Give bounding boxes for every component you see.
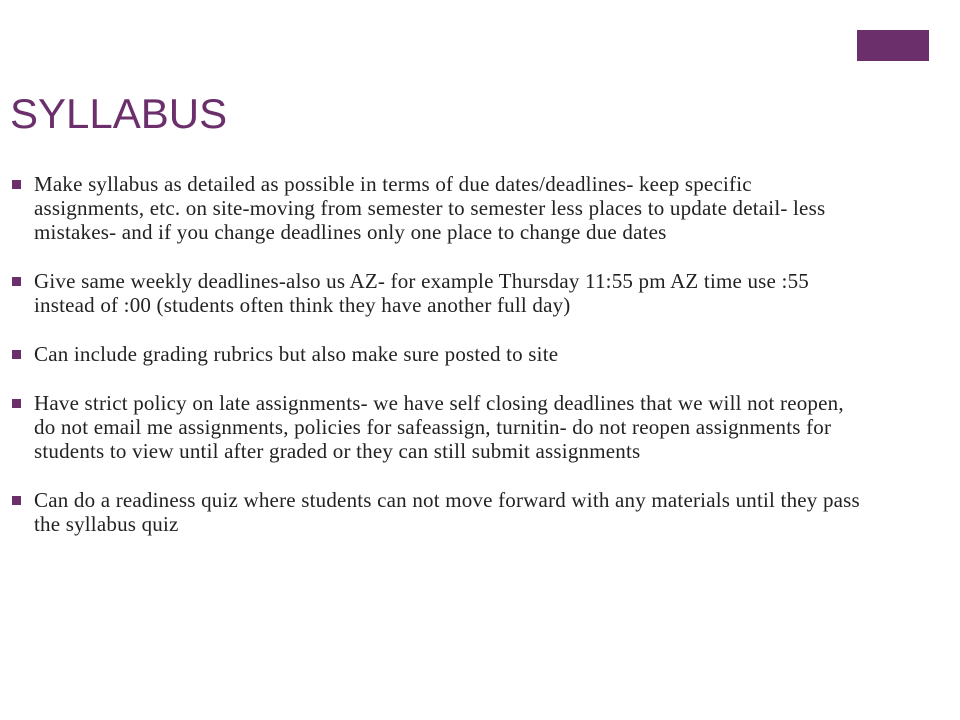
corner-accent-box [857, 30, 929, 61]
slide-title: SYLLABUS [10, 90, 228, 137]
square-bullet-icon [12, 496, 21, 505]
bullet-text: Make syllabus as detailed as possible in terms of due dates/deadlines- keep specific assignments, etc. on site-moving from semester to semester less places to update detail- less mistakes- and if you change deadlines only one place to change due dates [34, 172, 826, 244]
bullet-item [12, 391, 862, 463]
bullet-item [12, 269, 862, 317]
bullet-list [12, 172, 862, 561]
bullet-text: Have strict policy on late assignments- we have self closing deadlines that we will not reopen, do not email me assignments, policies for safeassign, turnitin- do not reopen assignments for students to view until after graded or they can still submit assignments [34, 391, 844, 463]
bullet-item [12, 172, 862, 244]
bullet-text: Can include grading rubrics but also make sure posted to site [34, 342, 559, 366]
bullet-item [12, 342, 862, 366]
bullet-item [12, 488, 862, 536]
square-bullet-icon [12, 399, 21, 408]
square-bullet-icon [12, 180, 21, 189]
bullet-text: Give same weekly deadlines-also us AZ- for example Thursday 11:55 pm AZ time use :55 instead of :00 (students often think they have another full day) [34, 269, 809, 317]
square-bullet-icon [12, 277, 21, 286]
bullet-text: Can do a readiness quiz where students can not move forward with any materials until they pass the syllabus quiz [34, 488, 860, 536]
square-bullet-icon [12, 350, 21, 359]
